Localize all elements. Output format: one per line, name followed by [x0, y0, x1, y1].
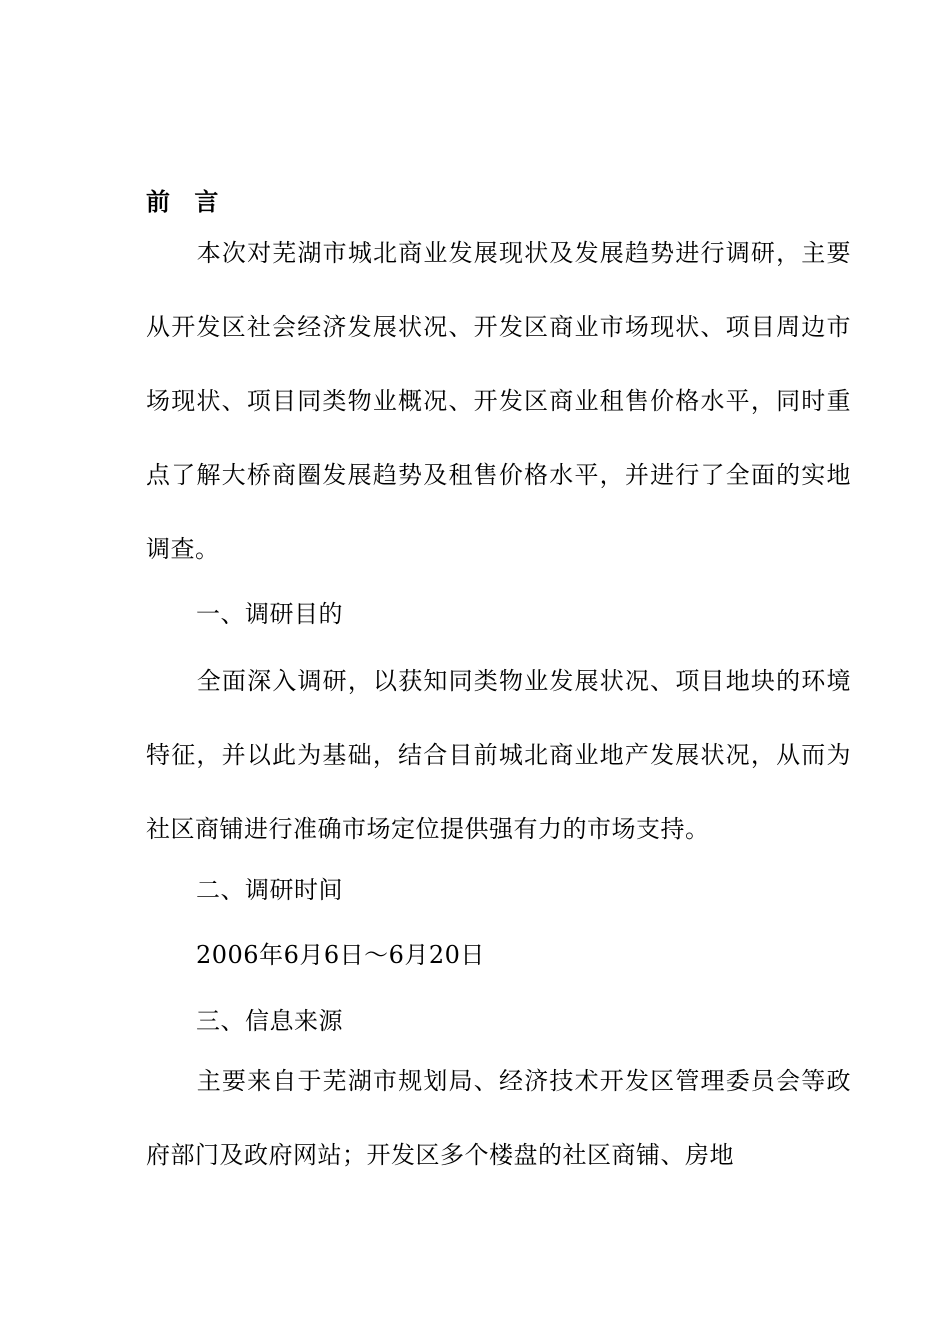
section-3-text: 主要来自于芜湖市规划局、经济技术开发区管理委员会等政府部门及政府网站；开发区多个楼盘的社区商铺、房地 — [146, 1067, 851, 1169]
section-1-paragraph — [146, 644, 851, 866]
intro-paragraph — [146, 216, 851, 586]
page-heading: 前 言 — [146, 187, 227, 216]
section-1-text: 全面深入调研，以获知同类物业发展状况、项目地块的环境特征，并以此为基础，结合目前城北商业地产发展状况，从而为社区商铺进行准确市场定位提供强有力的市场支持。 — [146, 667, 851, 843]
section-3-paragraph — [146, 1044, 851, 1192]
section-1-title: 一、调研目的 — [196, 600, 343, 628]
section-2-title: 二、调研时间 — [196, 876, 343, 904]
section-2-body: 2006年6月6日～6月20日 — [196, 941, 485, 969]
intro-text: 本次对芜湖市城北商业发展现状及发展趋势进行调研，主要从开发区社会经济发展状况、开发区商业市场现状、项目周边市场现状、项目同类物业概况、开发区商业租售价格水平，同时重点了解大桥商圈发展趋势及租售价格水平，并进行了全面的实地调查。 — [146, 239, 851, 563]
section-3-title: 三、信息来源 — [196, 1007, 343, 1035]
